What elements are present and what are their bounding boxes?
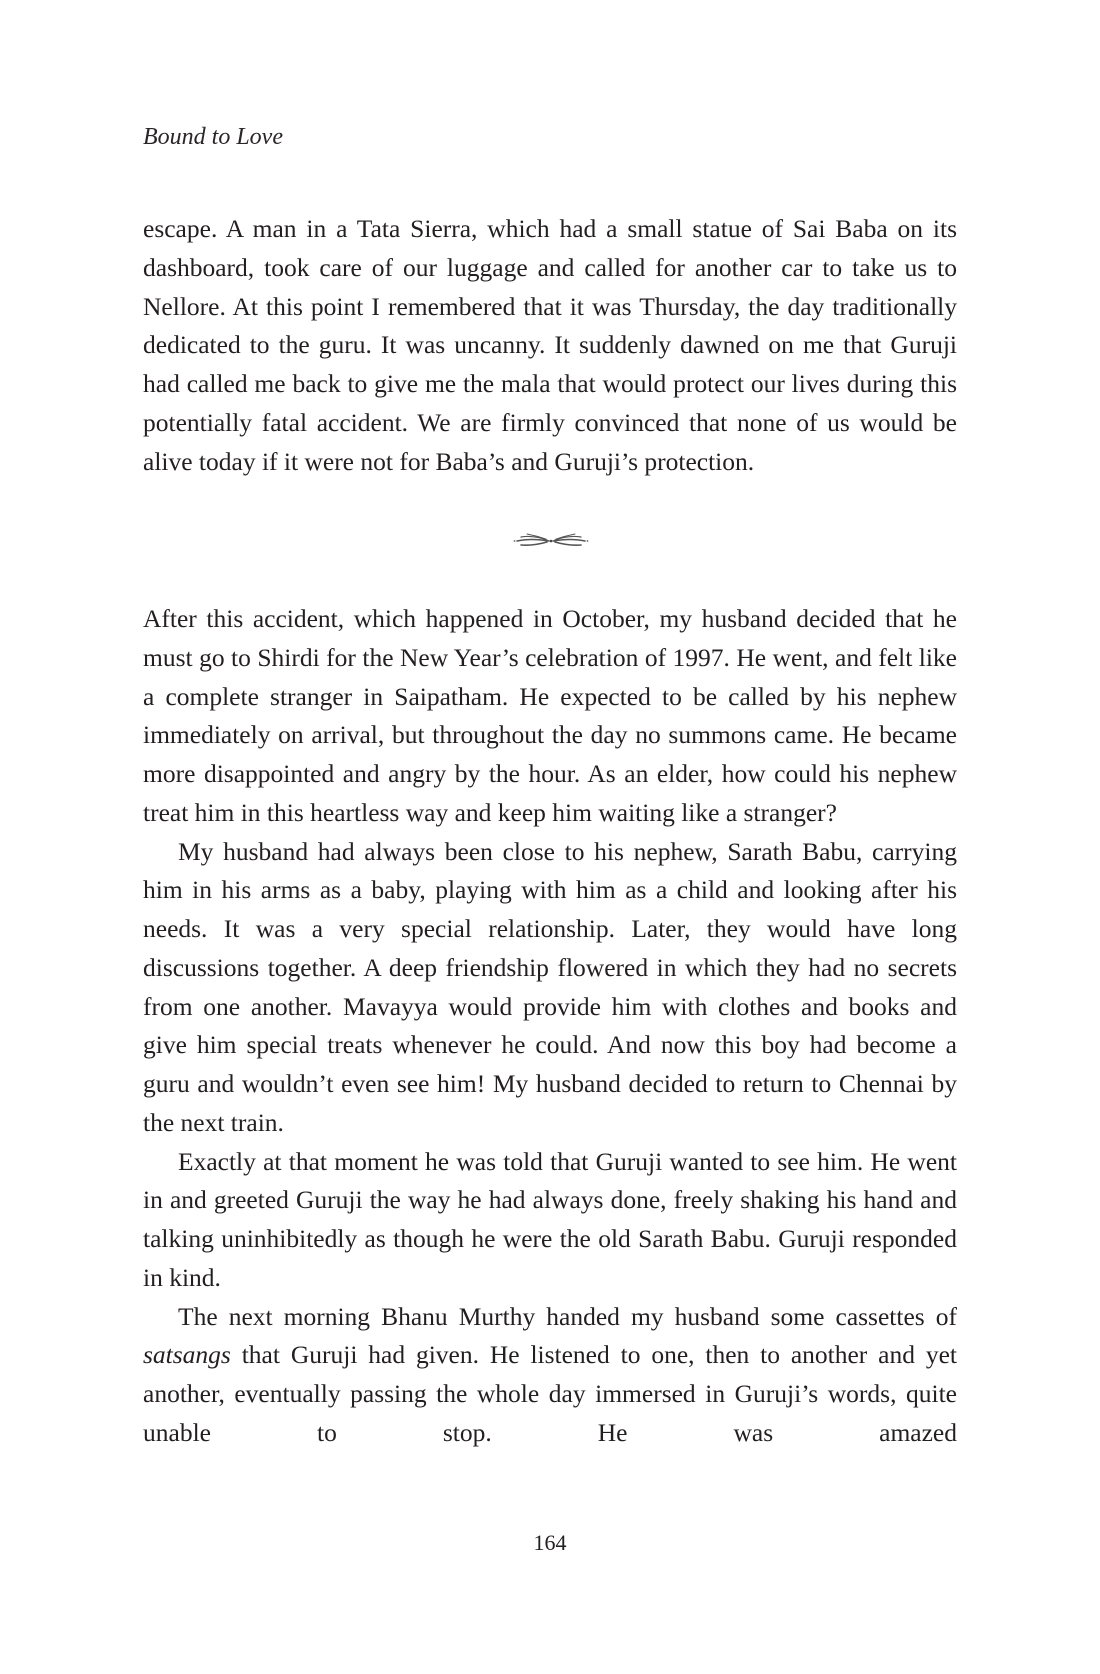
paragraph-satsang-cassettes bbox=[143, 1298, 957, 1453]
text-segment: that Guruji had given. He listened to one, then to another and yet another, eventually passing the whole day immersed in Guruji’s words, quite unable to stop. He was amazed bbox=[143, 1340, 957, 1447]
running-head: Bound to Love bbox=[143, 124, 283, 150]
paragraph-meeting-guruji: Exactly at that moment he was told that Guruji wanted to see him. He went in and greeted Guruji the way he had always done, freely shaking his hand and talking uninhibitedly as though he were the old Sarath Babu. Guruji responded in kind. bbox=[143, 1146, 957, 1292]
italic-term-satsangs: satsangs bbox=[143, 1340, 231, 1370]
text-segment: The next morning Bhanu Murthy handed my husband some cassettes of bbox=[178, 1301, 957, 1331]
paragraph-accident-aftermath: After this accident, which happened in October, my husband decided that he must go to Shirdi for the New Year’s celebration of 1997. He went, and felt like a complete stranger in Saipatham. He expected to be called by his nephew immediately on arrival, but throughout the day no summons came. He became more disappointed and angry by the hour. As an elder, how could his nephew treat him in this heartless way and keep him waiting like a stranger? bbox=[143, 604, 957, 827]
text-section-1 bbox=[143, 210, 957, 481]
paragraph-relationship: My husband had always been close to his nephew, Sarath Babu, carrying him in his arms as a baby, playing with him as a child and looking after his needs. It was a very special relationship. Later, they would have long discussions together. A deep friendship flowered in which they had no secrets from one another. Mavayya would provide him with clothes and books and give him special treats whenever he could. And now this boy had become a guru and wouldn’t even see him! My husband decided to return to Chennai by the next train. bbox=[143, 836, 957, 1137]
paragraph-continuation: escape. A man in a Tata Sierra, which had a small statue of Sai Baba on its dashboard, took care of our luggage and called for another car to take us to Nellore. At this point I remembered that it was Thursday, the day traditionally dedicated to the guru. It was uncanny. It suddenly dawned on me that Guruji had called me back to give me the mala that would protect our lives during this potentially fatal accident. We are firmly convinced that none of us would be alive today if it were not for Baba’s and Guruji’s protection. bbox=[143, 214, 957, 476]
text-section-2 bbox=[143, 600, 957, 1453]
section-break-flourish-icon bbox=[513, 530, 589, 552]
page-number: 164 bbox=[533, 1530, 567, 1555]
